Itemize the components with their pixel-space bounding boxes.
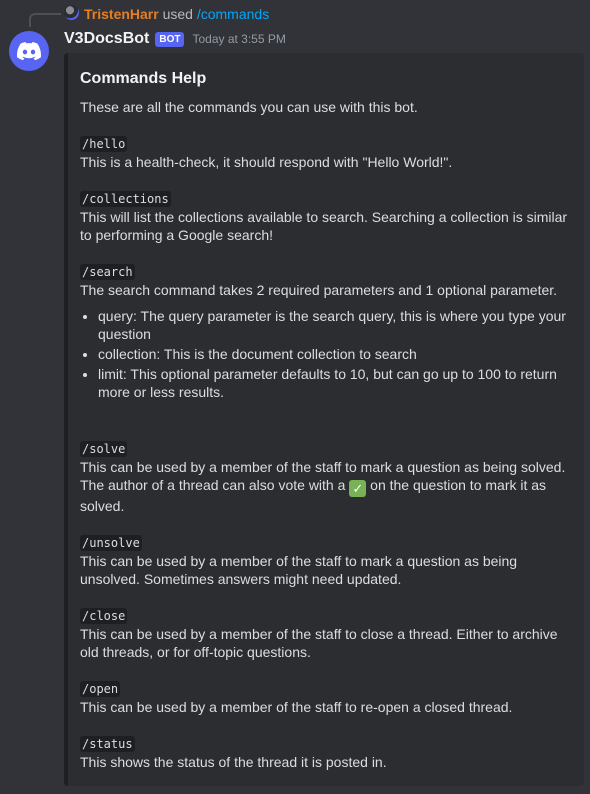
command-unsolve: /unsolve — [82, 536, 140, 550]
reply-command[interactable]: /commands — [196, 6, 270, 22]
command-status: /status — [82, 737, 133, 751]
command-search-desc: The search command takes 2 required parameters and 1 optional parameter. — [80, 282, 558, 298]
list-item: • collection: This is the document collection to search — [98, 345, 572, 363]
reply-user-avatar[interactable] — [64, 5, 79, 20]
embed-card — [64, 53, 584, 786]
embed-title: Commands Help — [80, 70, 207, 87]
reply-connector — [29, 13, 61, 27]
reply-used-text: used — [162, 6, 193, 22]
command-solve-desc: This can be used by a member of the staff to mark a question as being solved. The author of a thread can also vote with a ✓ on the question to mark it as solved. — [80, 459, 566, 514]
command-collections: /collections — [82, 192, 169, 206]
command-collections-desc: This will list the collections available to search. Searching a collection is similar to performing a Google search! — [80, 209, 568, 243]
command-solve: /solve — [82, 442, 126, 456]
list-item: • limit: This optional parameter defaults to 10, but can go up to 100 to return more or less results. — [98, 365, 572, 401]
embed-intro: These are all the commands you can use with this bot. — [80, 99, 418, 115]
bot-tag-badge: BOT — [155, 32, 184, 47]
command-close: /close — [82, 609, 126, 623]
command-search: /search — [82, 265, 133, 279]
reply-username[interactable]: TristenHarr — [84, 6, 159, 22]
command-open-desc: This can be used by a member of the staff to re-open a closed thread. — [80, 699, 513, 715]
white-check-mark-icon: ✓ — [349, 480, 366, 497]
command-unsolve-desc: This can be used by a member of the staff to mark a question as being unsolved. Sometimes answers might need updated. — [80, 553, 518, 587]
command-status-desc: This shows the status of the thread it is posted in. — [80, 754, 387, 770]
message-header — [64, 30, 286, 48]
search-params-list — [80, 307, 572, 401]
bot-avatar[interactable] — [9, 31, 49, 71]
author-name[interactable]: V3DocsBot — [64, 30, 150, 47]
discord-logo-icon — [17, 42, 41, 60]
command-hello: /hello — [82, 137, 126, 151]
command-open: /open — [82, 682, 119, 696]
list-item: • query: The query parameter is the search query, this is where you type your question — [98, 307, 572, 343]
message-timestamp[interactable]: Today at 3:55 PM — [192, 32, 286, 46]
command-close-desc: This can be used by a member of the staff to close a thread. Either to archive old threads, or for off-topic questions. — [80, 626, 558, 660]
reply-preview[interactable] — [84, 6, 269, 22]
command-hello-desc: This is a health-check, it should respond with "Hello World!". — [80, 154, 453, 170]
embed-description — [80, 98, 572, 771]
